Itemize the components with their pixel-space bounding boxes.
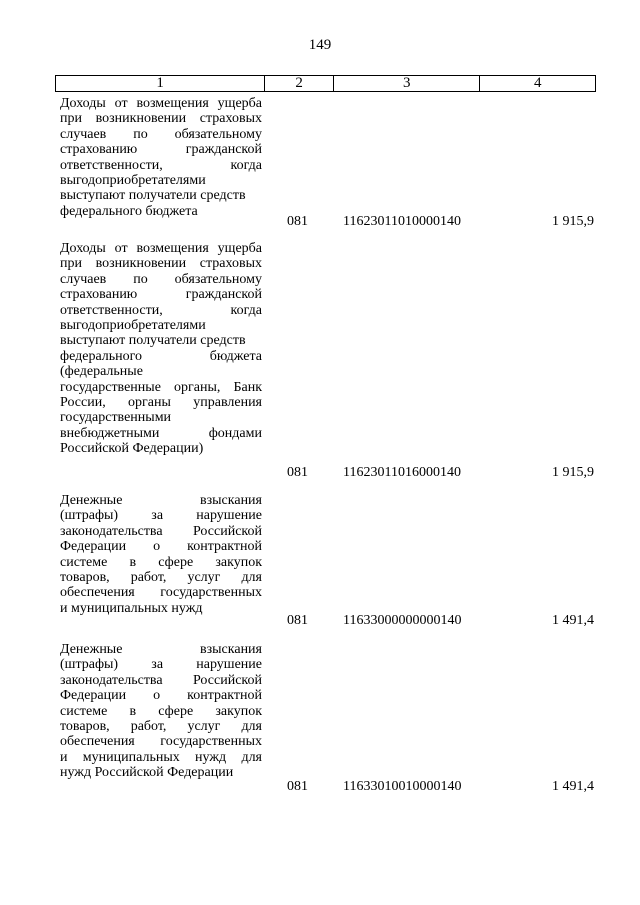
page-number: 149 xyxy=(308,37,332,53)
amount: 1 915,9 xyxy=(552,465,594,480)
description-line: (штрафы) за нарушение xyxy=(60,657,262,673)
description-line: законодательства Российской xyxy=(60,523,262,539)
kbk-code: 11623011010000140 xyxy=(343,214,461,229)
description-line: выгодоприобретателями xyxy=(60,318,206,334)
amount: 1 491,4 xyxy=(552,613,594,628)
description-line: выгодоприобретателями xyxy=(60,173,206,189)
description-line: России, органы управления xyxy=(60,395,262,411)
row-description xyxy=(60,96,262,219)
description-line: ответственности, когда xyxy=(60,302,262,318)
description-line: Российской Федерации) xyxy=(60,441,204,457)
description-line: государственные органы, Банк xyxy=(60,379,262,395)
description-line: нужд Российской Федерации xyxy=(60,765,234,781)
kbk-code: 11623011016000140 xyxy=(343,465,461,480)
description-line: случаев по обязательному xyxy=(60,126,262,142)
description-line: государственными xyxy=(60,410,172,426)
description-line: федерального бюджета xyxy=(60,203,198,219)
table-header xyxy=(55,75,596,92)
kbk-code: 11633000000000140 xyxy=(343,613,462,628)
description-line: обеспечения государственных xyxy=(60,585,262,601)
description-line: Доходы от возмещения ущерба xyxy=(60,96,262,111)
description-line: при возникновении страховых xyxy=(60,111,262,127)
admin-code: 081 xyxy=(287,465,308,480)
description-line: системе в сфере закупок xyxy=(60,554,262,570)
description-line: (федеральные xyxy=(60,364,143,380)
description-line: Федерации о контрактной xyxy=(60,688,262,704)
description-line: ответственности, когда xyxy=(60,157,262,173)
description-line: Денежные взыскания xyxy=(60,642,262,657)
description-line: (штрафы) за нарушение xyxy=(60,508,262,524)
row-description xyxy=(60,642,262,781)
description-line: обеспечения государственных xyxy=(60,734,262,750)
description-line: и муниципальных нужд для xyxy=(60,749,262,765)
admin-code: 081 xyxy=(287,613,308,628)
amount: 1 915,9 xyxy=(552,214,594,229)
kbk-code: 11633010010000140 xyxy=(343,779,462,794)
row-description xyxy=(60,493,262,616)
description-line: федерального бюджета xyxy=(60,348,262,364)
description-line: товаров, работ, услуг для xyxy=(60,719,262,735)
description-line: Федерации о контрактной xyxy=(60,539,262,555)
row-description xyxy=(60,241,262,457)
description-line: внебюджетными фондами xyxy=(60,425,262,441)
column-header-2: 2 xyxy=(265,76,334,91)
description-line: товаров, работ, услуг для xyxy=(60,570,262,586)
description-line: случаев по обязательному xyxy=(60,271,262,287)
description-line: Доходы от возмещения ущерба xyxy=(60,241,262,256)
column-header-4: 4 xyxy=(533,75,542,91)
amount: 1 491,4 xyxy=(552,779,594,794)
description-line: страхованию гражданской xyxy=(60,142,262,158)
description-line: выступают получатели средств xyxy=(60,188,246,204)
description-line: Денежные взыскания xyxy=(60,493,262,508)
admin-code: 081 xyxy=(287,214,308,229)
description-line: выступают получатели средств xyxy=(60,333,246,349)
column-header-1: 1 xyxy=(56,76,265,91)
description-line: системе в сфере закупок xyxy=(60,703,262,719)
admin-code: 081 xyxy=(287,779,308,794)
description-line: при возникновении страховых xyxy=(60,256,262,272)
description-line: законодательства Российской xyxy=(60,672,262,688)
column-header-3: 3 xyxy=(334,76,480,91)
description-line: страхованию гражданской xyxy=(60,287,262,303)
description-line: и муниципальных нужд xyxy=(60,600,203,616)
